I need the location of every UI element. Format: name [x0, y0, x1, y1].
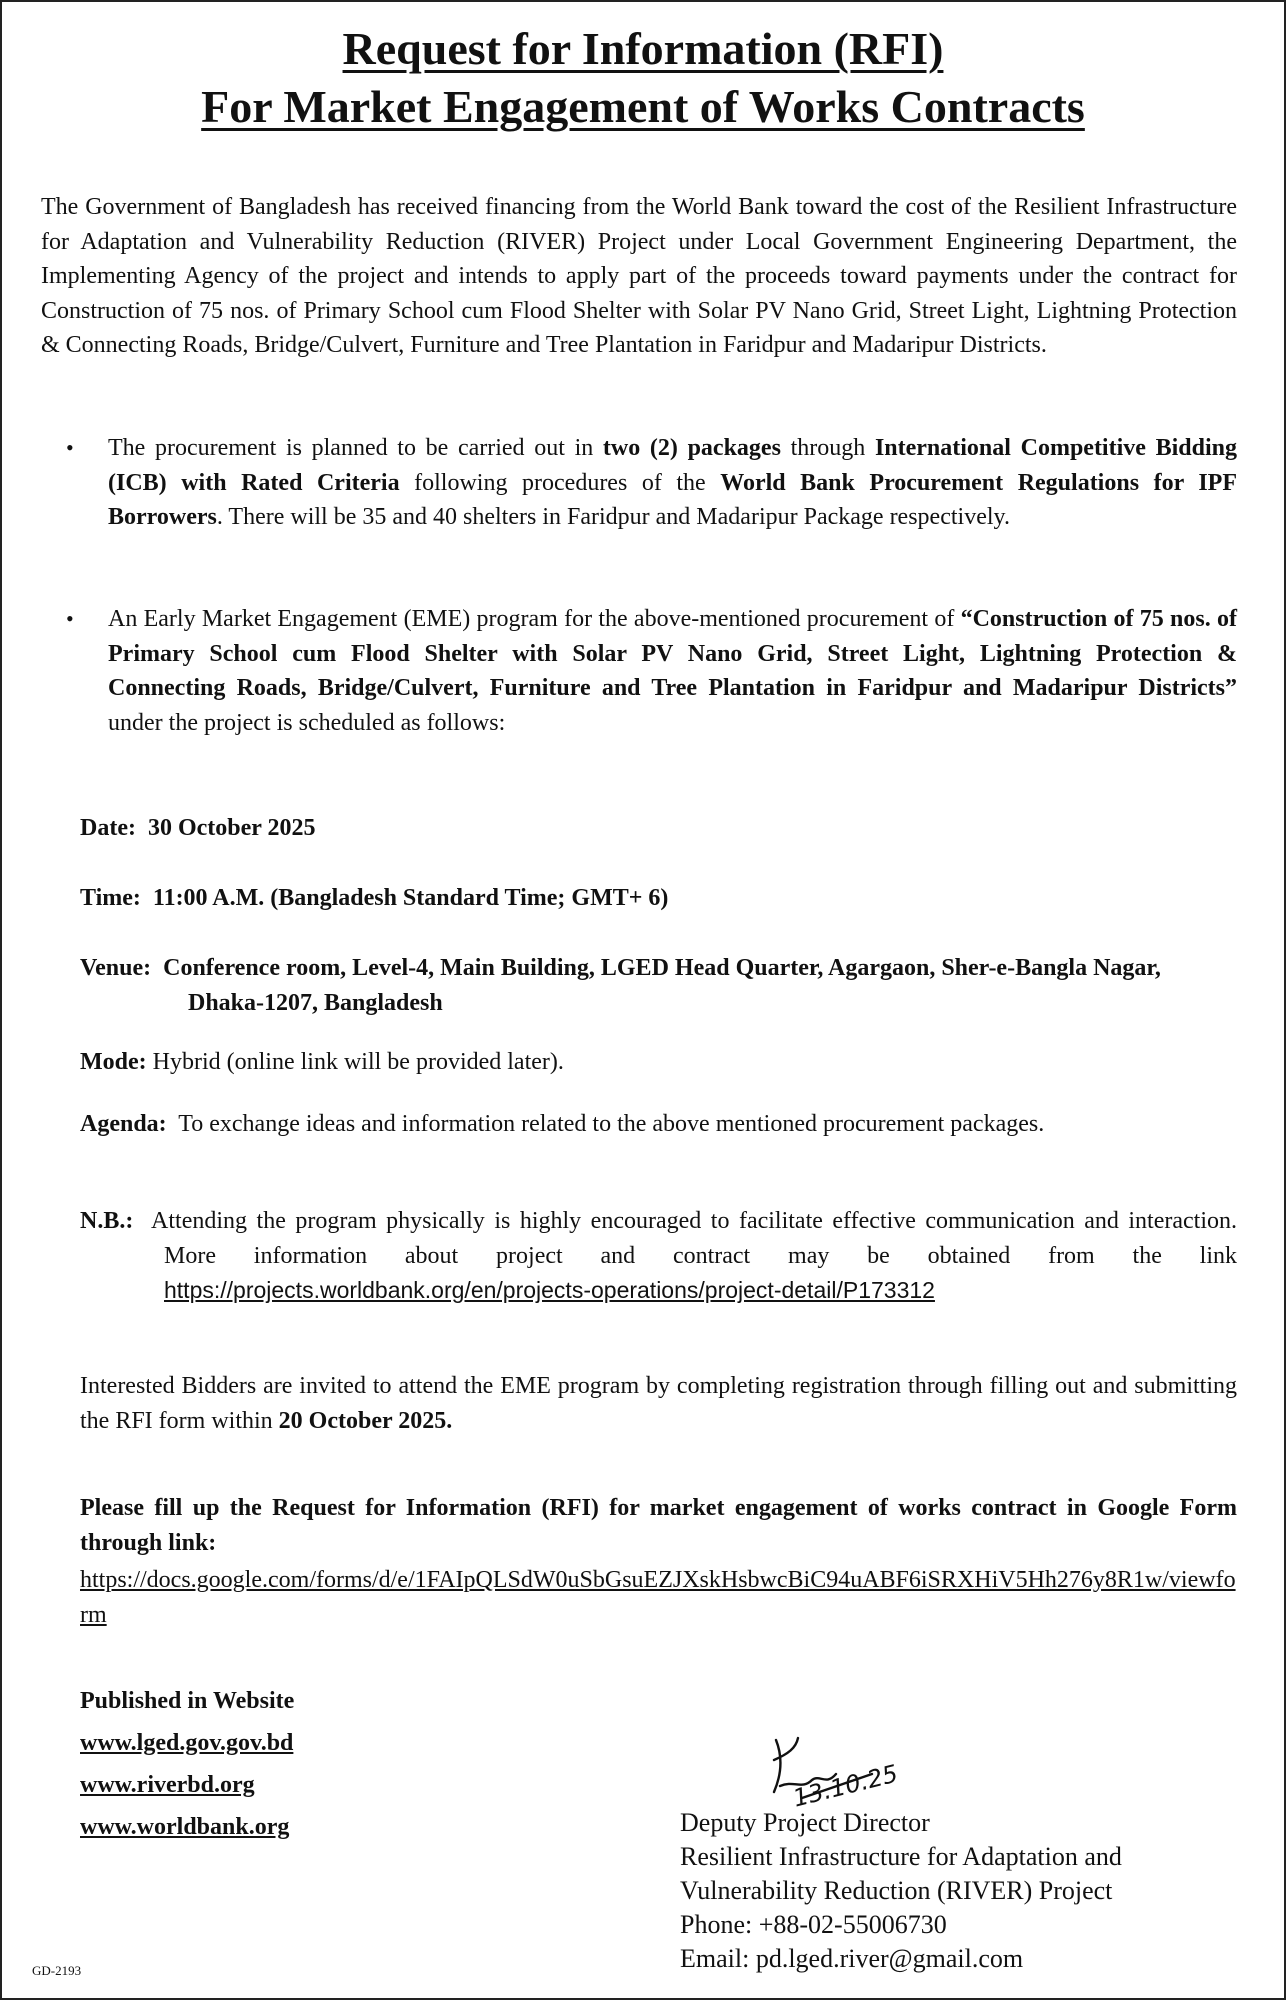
signatory-org-line-2: Vulnerability Reduction (RIVER) Project: [680, 1876, 1113, 1905]
bullet-eme: • An Early Market Engagement (EME) program for the above-mentioned procurement of “Construction of 75 nos. of Primary School cum Flood Shelter with Solar PV Nano Grid, Street Light, Lightning Protection & Connecting Roads, Bridge/Culvert, Furniture and Tree Plantation in Faridpur and Madaripur Districts” under the project is scheduled as follows:: [108, 602, 1237, 740]
site-link-lged[interactable]: www.lged.gov.gov.bd: [80, 1730, 294, 1756]
agenda-value: To exchange ideas and information related to the above mentioned procurement packages.: [178, 1111, 1045, 1137]
bullet-icon: •: [66, 435, 74, 460]
bullet-procurement: • The procurement is planned to be carried out in two (2) packages through International Competitive Bidding (ICB) with Rated Criteria following procedures of the World Bank Procurement Regulations for IPF Borrowers. There will be 35 and 40 shelters in Faridpur and Madaripur Package respectively.: [108, 431, 1237, 535]
venue-value: Conference room, Level-4, Main Building, LGED Head Quarter, Agargaon, Sher-e-Bangla Nagar, Dhaka-1207, Bangladesh: [163, 955, 1161, 1016]
signatory-block: [680, 1806, 1122, 1976]
time-label: Time:: [80, 885, 141, 911]
mode-label: Mode:: [80, 1049, 147, 1075]
mode-value: Hybrid (online link will be provided later).: [152, 1049, 564, 1075]
date-label: Date:: [80, 815, 136, 841]
notice-title: [2, 2, 1284, 136]
published-websites: [80, 1680, 294, 1848]
google-form-link[interactable]: https://docs.google.com/forms/d/e/1FAIpQLSdW0uSbGsuEZJXskHsbwcBiC94uABF6iSRXHiV5Hh276y8R1w/viewform: [80, 1567, 1236, 1628]
site-link-riverbd[interactable]: www.riverbd.org: [80, 1772, 255, 1798]
date-value: 30 October 2025: [147, 815, 316, 841]
deadline: 20 October 2025.: [278, 1407, 453, 1434]
signatory-phone: Phone: +88-02-55006730: [680, 1910, 947, 1939]
published-heading: Published in Website: [80, 1688, 295, 1714]
intro-paragraph: The Government of Bangladesh has received financing from the World Bank toward the cost of the Resilient Infrastructure for Adaptation and Vulnerability Reduction (RIVER) Project under Local Government Engineering Department, the Implementing Agency of the project and intends to apply part of the proceeds toward payments under the contract for Construction of 75 nos. of Primary School cum Flood Shelter with Solar PV Nano Grid, Street Light, Lightning Protection & Connecting Roads, Bridge/Culvert, Furniture and Tree Plantation in Faridpur and Madaripur Districts.: [41, 194, 1237, 358]
nb-label: N.B.:: [80, 1208, 134, 1234]
title-line-2: For Market Engagement of Works Contracts: [201, 81, 1085, 132]
document-code: GD-2193: [32, 1963, 82, 1978]
bullet-icon: •: [66, 606, 74, 631]
schedule-venue: [80, 951, 1237, 1020]
signatory-email: Email: pd.lged.river@gmail.com: [680, 1944, 1024, 1973]
nb-note: [80, 1204, 1237, 1309]
schedule-time: [80, 881, 1237, 916]
venue-label: Venue:: [80, 955, 152, 981]
form-instruction: Please fill up the Request for Information (RFI) for market engagement of works contract in Google Form through link:: [80, 1495, 1237, 1556]
signatory-org-line-1: Resilient Infrastructure for Adaptation and: [680, 1842, 1122, 1871]
schedule-mode: [80, 1045, 1237, 1080]
schedule-date: [80, 811, 1237, 846]
title-line-1: Request for Information (RFI): [342, 23, 944, 74]
signature-date: 13.10.25: [790, 1759, 901, 1813]
signatory-title: Deputy Project Director: [680, 1808, 930, 1837]
worldbank-project-link[interactable]: https://projects.worldbank.org/en/projects-operations/project-detail/P173312: [164, 1277, 935, 1303]
nb-text: Attending the program physically is highly encouraged to facilitate effective communication and interaction. More information about project and contract may be obtained from the link: [151, 1208, 1237, 1269]
site-link-worldbank[interactable]: www.worldbank.org: [80, 1814, 290, 1840]
agenda-label: Agenda:: [80, 1111, 167, 1137]
schedule-agenda: [80, 1107, 1237, 1142]
invite-paragraph: Interested Bidders are invited to attend the EME program by completing registration through filling out and submitting the RFI form within 20 October 2025.: [80, 1373, 1237, 1434]
time-value: 11:00 A.M. (Bangladesh Standard Time; GMT+ 6): [152, 885, 669, 911]
